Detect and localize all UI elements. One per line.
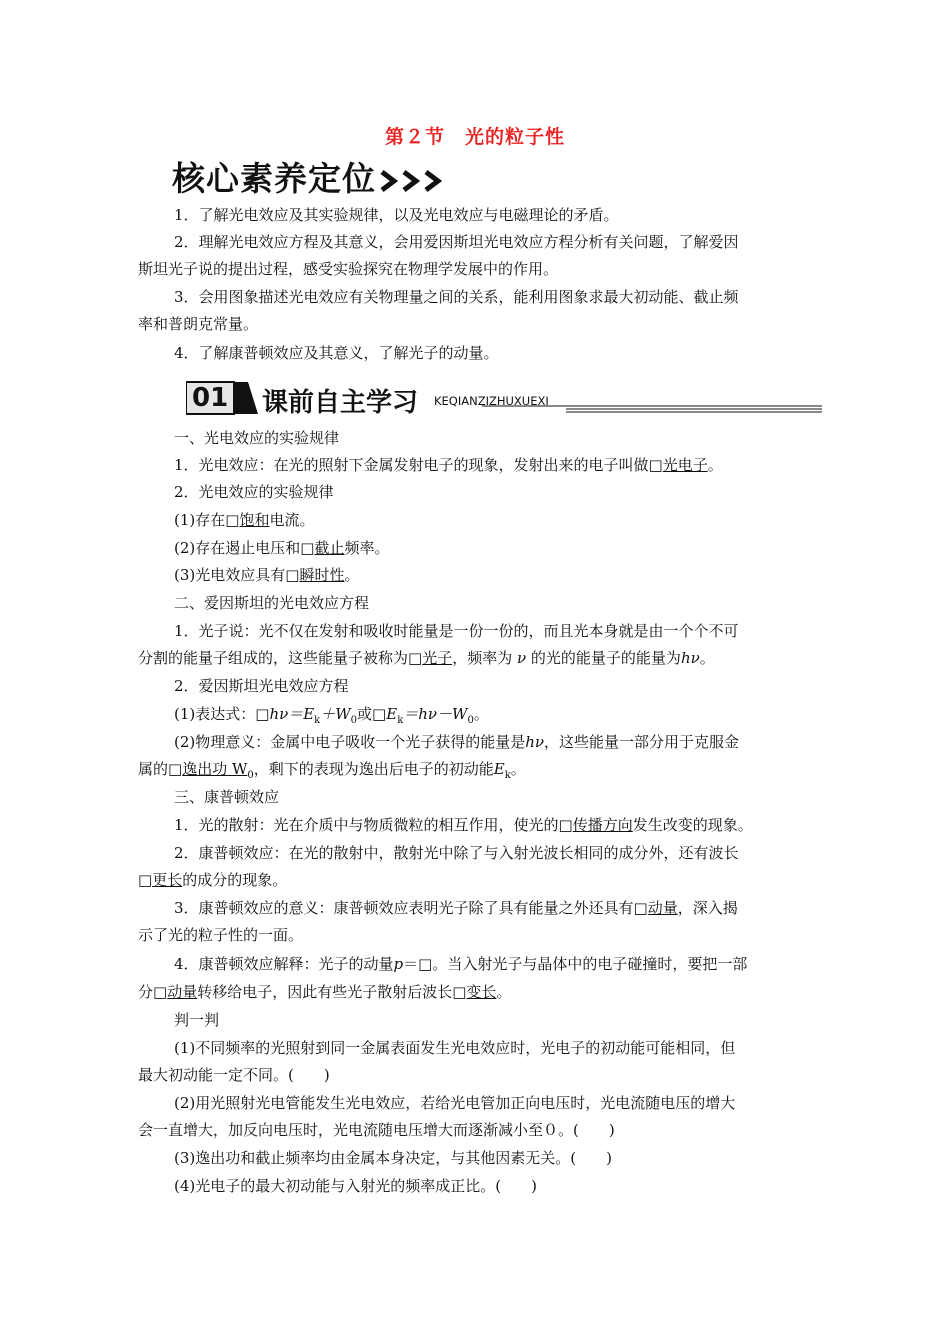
text-line: 2．爱因斯坦光电效应方程 bbox=[174, 677, 349, 695]
text-line: □更长的成分的现象。 bbox=[138, 871, 288, 889]
answer: 截止 bbox=[314, 539, 345, 557]
answer: 瞬时性 bbox=[299, 566, 345, 584]
goal-line: 1．了解光电效应及其实验规律，以及光电效应与电磁理论的矛盾。 bbox=[174, 206, 619, 224]
pre-class-study-banner bbox=[186, 380, 822, 416]
goal-line: 斯坦光子说的提出过程，感受实验探究在物理学发展中的作用。 bbox=[138, 260, 559, 278]
text-line: (3)光电效应具有□瞬时性。 bbox=[174, 566, 360, 584]
blank-box: □ bbox=[255, 705, 270, 723]
blank-box: □ bbox=[633, 899, 648, 917]
core-literacy-banner bbox=[172, 154, 446, 198]
core-literacy-banner-label: 核心素养定位 bbox=[172, 158, 376, 198]
text-line: 1．光子说：光不仅在发射和吸收时能量是一份一份的，而且光本身就是由一个个不可 bbox=[174, 622, 739, 640]
text-line: 属的□逸出功 $W_0$，剩下的表现为逸出后电子的初动能$E_k$。 bbox=[138, 760, 526, 781]
section-title: 第２节 光的粒子性 bbox=[384, 126, 565, 148]
blank-box: □ bbox=[300, 539, 315, 557]
banner-number: 01 bbox=[192, 383, 229, 413]
blank-box: □ bbox=[418, 955, 433, 973]
answer: 更长 bbox=[152, 871, 183, 889]
answer: 动量 bbox=[167, 983, 198, 1001]
answer: 光电子 bbox=[662, 456, 708, 474]
blank-box: □ bbox=[408, 649, 423, 667]
text-line: 2．康普顿效应：在光的散射中，散射光中除了与入射光波长相同的成分外，还有波长 bbox=[174, 844, 739, 862]
goal-line: 4．了解康普顿效应及其意义，了解光子的动量。 bbox=[174, 344, 499, 362]
answer: 变长 bbox=[466, 983, 497, 1001]
blank-box: □ bbox=[225, 511, 240, 529]
section-heading: 判一判 bbox=[174, 1011, 220, 1029]
goal-line: 2．理解光电效应方程及其意义，会用爱因斯坦光电效应方程分析有关问题，了解爱因 bbox=[174, 233, 739, 251]
blank-box: □ bbox=[168, 760, 183, 778]
triple-chevron-icon bbox=[380, 169, 446, 193]
text-line: 1．光的散射：光在介质中与物质微粒的相互作用，使光的□传播方向发生改变的现象。 bbox=[174, 816, 753, 834]
text-line: 3．康普顿效应的意义：康普顿效应表明光子除了具有能量之外还具有□动量，深入揭 bbox=[174, 899, 738, 917]
blank-box: □ bbox=[138, 871, 153, 889]
text-line: 分割的能量子组成的，这些能量子被称为□光子，频率为 ν 的光的能量子的能量为hν。 bbox=[138, 649, 715, 667]
judge-line: (2)用光照射光电管能发生光电效应，若给光电管加正向电压时，光电流随电压的增大 bbox=[174, 1094, 736, 1112]
goal-line: 率和普朗克常量。 bbox=[138, 315, 259, 333]
judge-line: 最大初动能一定不同。( ) bbox=[138, 1066, 330, 1084]
text-line: 4．康普顿效应解释：光子的动量p＝□。当入射光子与晶体中的电子碰撞时，要把一部 bbox=[174, 955, 748, 973]
banner-pinyin: KEQIANZIZHUXUEXI bbox=[434, 394, 549, 408]
blank-box: □ bbox=[285, 566, 300, 584]
blank-box: □ bbox=[372, 705, 387, 723]
text-line: (2)物理意义：金属中电子吸收一个光子获得的能量是hν，这些能量一部分用于克服金 bbox=[174, 733, 740, 751]
judge-line: (1)不同频率的光照射到同一金属表面发生光电效应时，光电子的初动能可能相同，但 bbox=[174, 1039, 736, 1057]
answer: 光子 bbox=[422, 649, 453, 667]
answer: 动量 bbox=[647, 899, 678, 917]
formula-line: (1)表达式：$□h\nu=E_k+W_0$或$□E_k=h\nu-W_0$。 bbox=[174, 705, 489, 726]
goal-line: 3．会用图象描述光电效应有关物理量之间的关系，能利用图象求最大初动能、截止频 bbox=[174, 288, 739, 306]
text-line: (1)存在□饱和电流。 bbox=[174, 511, 315, 529]
section-heading: 二、爱因斯坦的光电效应方程 bbox=[174, 594, 370, 612]
judge-line: (4)光电子的最大初动能与入射光的频率成正比。( ) bbox=[174, 1177, 537, 1195]
text-line: 1．光电效应：在光的照射下金属发射电子的现象，发射出来的电子叫做□光电子。 bbox=[174, 456, 723, 474]
banner-title: 课前自主学习 bbox=[262, 388, 419, 418]
blank-box: □ bbox=[153, 983, 168, 1001]
answer: 传播方向 bbox=[572, 816, 633, 834]
judge-line: 会一直增大，加反向电压时，光电流随电压增大而逐渐减小至０。( ) bbox=[138, 1121, 615, 1139]
text-line: 2．光电效应的实验规律 bbox=[174, 483, 334, 501]
text-line: 示了光的粒子性的一面。 bbox=[138, 926, 304, 944]
answer: 饱和 bbox=[239, 511, 270, 529]
blank-box: □ bbox=[452, 983, 467, 1001]
text-line: 分□动量转移给电子，因此有些光子散射后波长□变长。 bbox=[138, 983, 512, 1001]
blank-box: □ bbox=[558, 816, 573, 834]
section-heading: 一、光电效应的实验规律 bbox=[174, 429, 340, 447]
answer: 逸出功 $W_0$ bbox=[182, 760, 254, 781]
section-heading: 三、康普顿效应 bbox=[174, 788, 280, 806]
blank-box: □ bbox=[648, 456, 663, 474]
text-line: (2)存在遏止电压和□截止频率。 bbox=[174, 539, 390, 557]
judge-line: (3)逸出功和截止频率均由金属本身决定，与其他因素无关。( ) bbox=[174, 1149, 612, 1167]
